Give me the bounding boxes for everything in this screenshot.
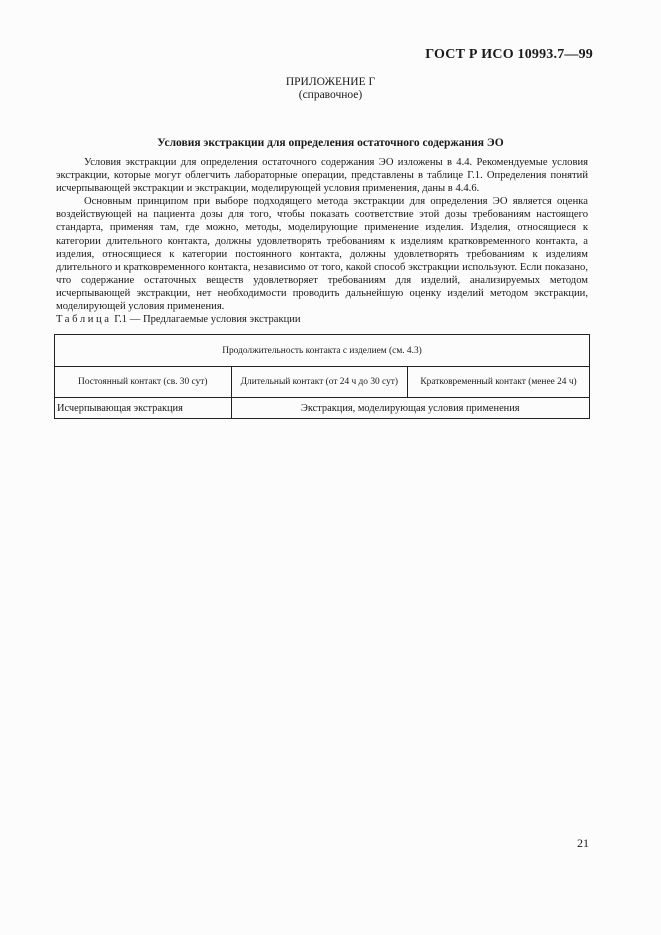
column-prolonged-contact: Длительный контакт (от 24 ч до 30 сут): [231, 367, 408, 398]
extraction-conditions-table: [54, 334, 590, 419]
section-title: Условия экстракции для определения остаточного содержания ЭО: [157, 137, 504, 149]
table-columns-row: [55, 367, 590, 398]
table-caption-word: Таблица: [56, 314, 112, 325]
exhaustive-extraction-cell: Исчерпывающая экстракция: [55, 398, 232, 419]
appendix-title: ПРИЛОЖЕНИЕ Г: [285, 76, 376, 88]
standard-code: ГОСТ Р ИСО 10993.7—99: [425, 47, 593, 62]
table-caption: [56, 314, 301, 325]
paragraph: Условия экстракции для определения остаточного содержания ЭО изложены в 4.4. Рекомендуемые условия экстракции, которые могут облегчить лабораторные операции, представлены в таблице Г.1. Определения понятий исчерпывающей экстракции и экстракции, моделирующей условия применения, даны в 4.4.6.: [56, 157, 588, 195]
page-number: 21: [577, 836, 589, 850]
column-short-contact: Кратковременный контакт (менее 24 ч): [408, 367, 590, 398]
table-header-row: [55, 335, 590, 367]
simulated-use-extraction-cell: Экстракция, моделирующая условия применения: [231, 398, 589, 419]
table-caption-text: Г.1 — Предлагаемые условия экстракции: [111, 314, 301, 325]
paragraph: Основным принципом при выборе подходящего метода экстракции для определения ЭО является оценка воздействующей на пациента дозы для того, чтобы показать соответствие этой дозы требованиям настоящего стандарта, применяя там, где можно, методы, моделирующие применение изделия. Изделия, относящиеся к категории длительного контакта, должны удовлетворять требованиям к изделиям кратковременного контакта, а изделия, относящиеся к категории постоянного контакта, должны удовлетворять требованиям к изделиям длительного и кратковременного контакта, независимо от того, какой способ экстракции используют. Если показано, что содержание остаточных веществ удовлетворяет требованиям для изделий, анализируемых методом исчерпывающей экстракции, нет необходимости проводить дальнейшую оценку изделий методом экстракции, моделирующей условия применения.: [56, 196, 588, 313]
table-row: [55, 398, 590, 419]
column-permanent-contact: Постоянный контакт (св. 30 сут): [55, 367, 232, 398]
body-text: [56, 156, 588, 313]
appendix-heading: [0, 76, 661, 102]
table-header-cell: Продолжительность контакта с изделием (см. 4.3): [55, 335, 590, 367]
appendix-subtitle: (справочное): [298, 89, 363, 101]
